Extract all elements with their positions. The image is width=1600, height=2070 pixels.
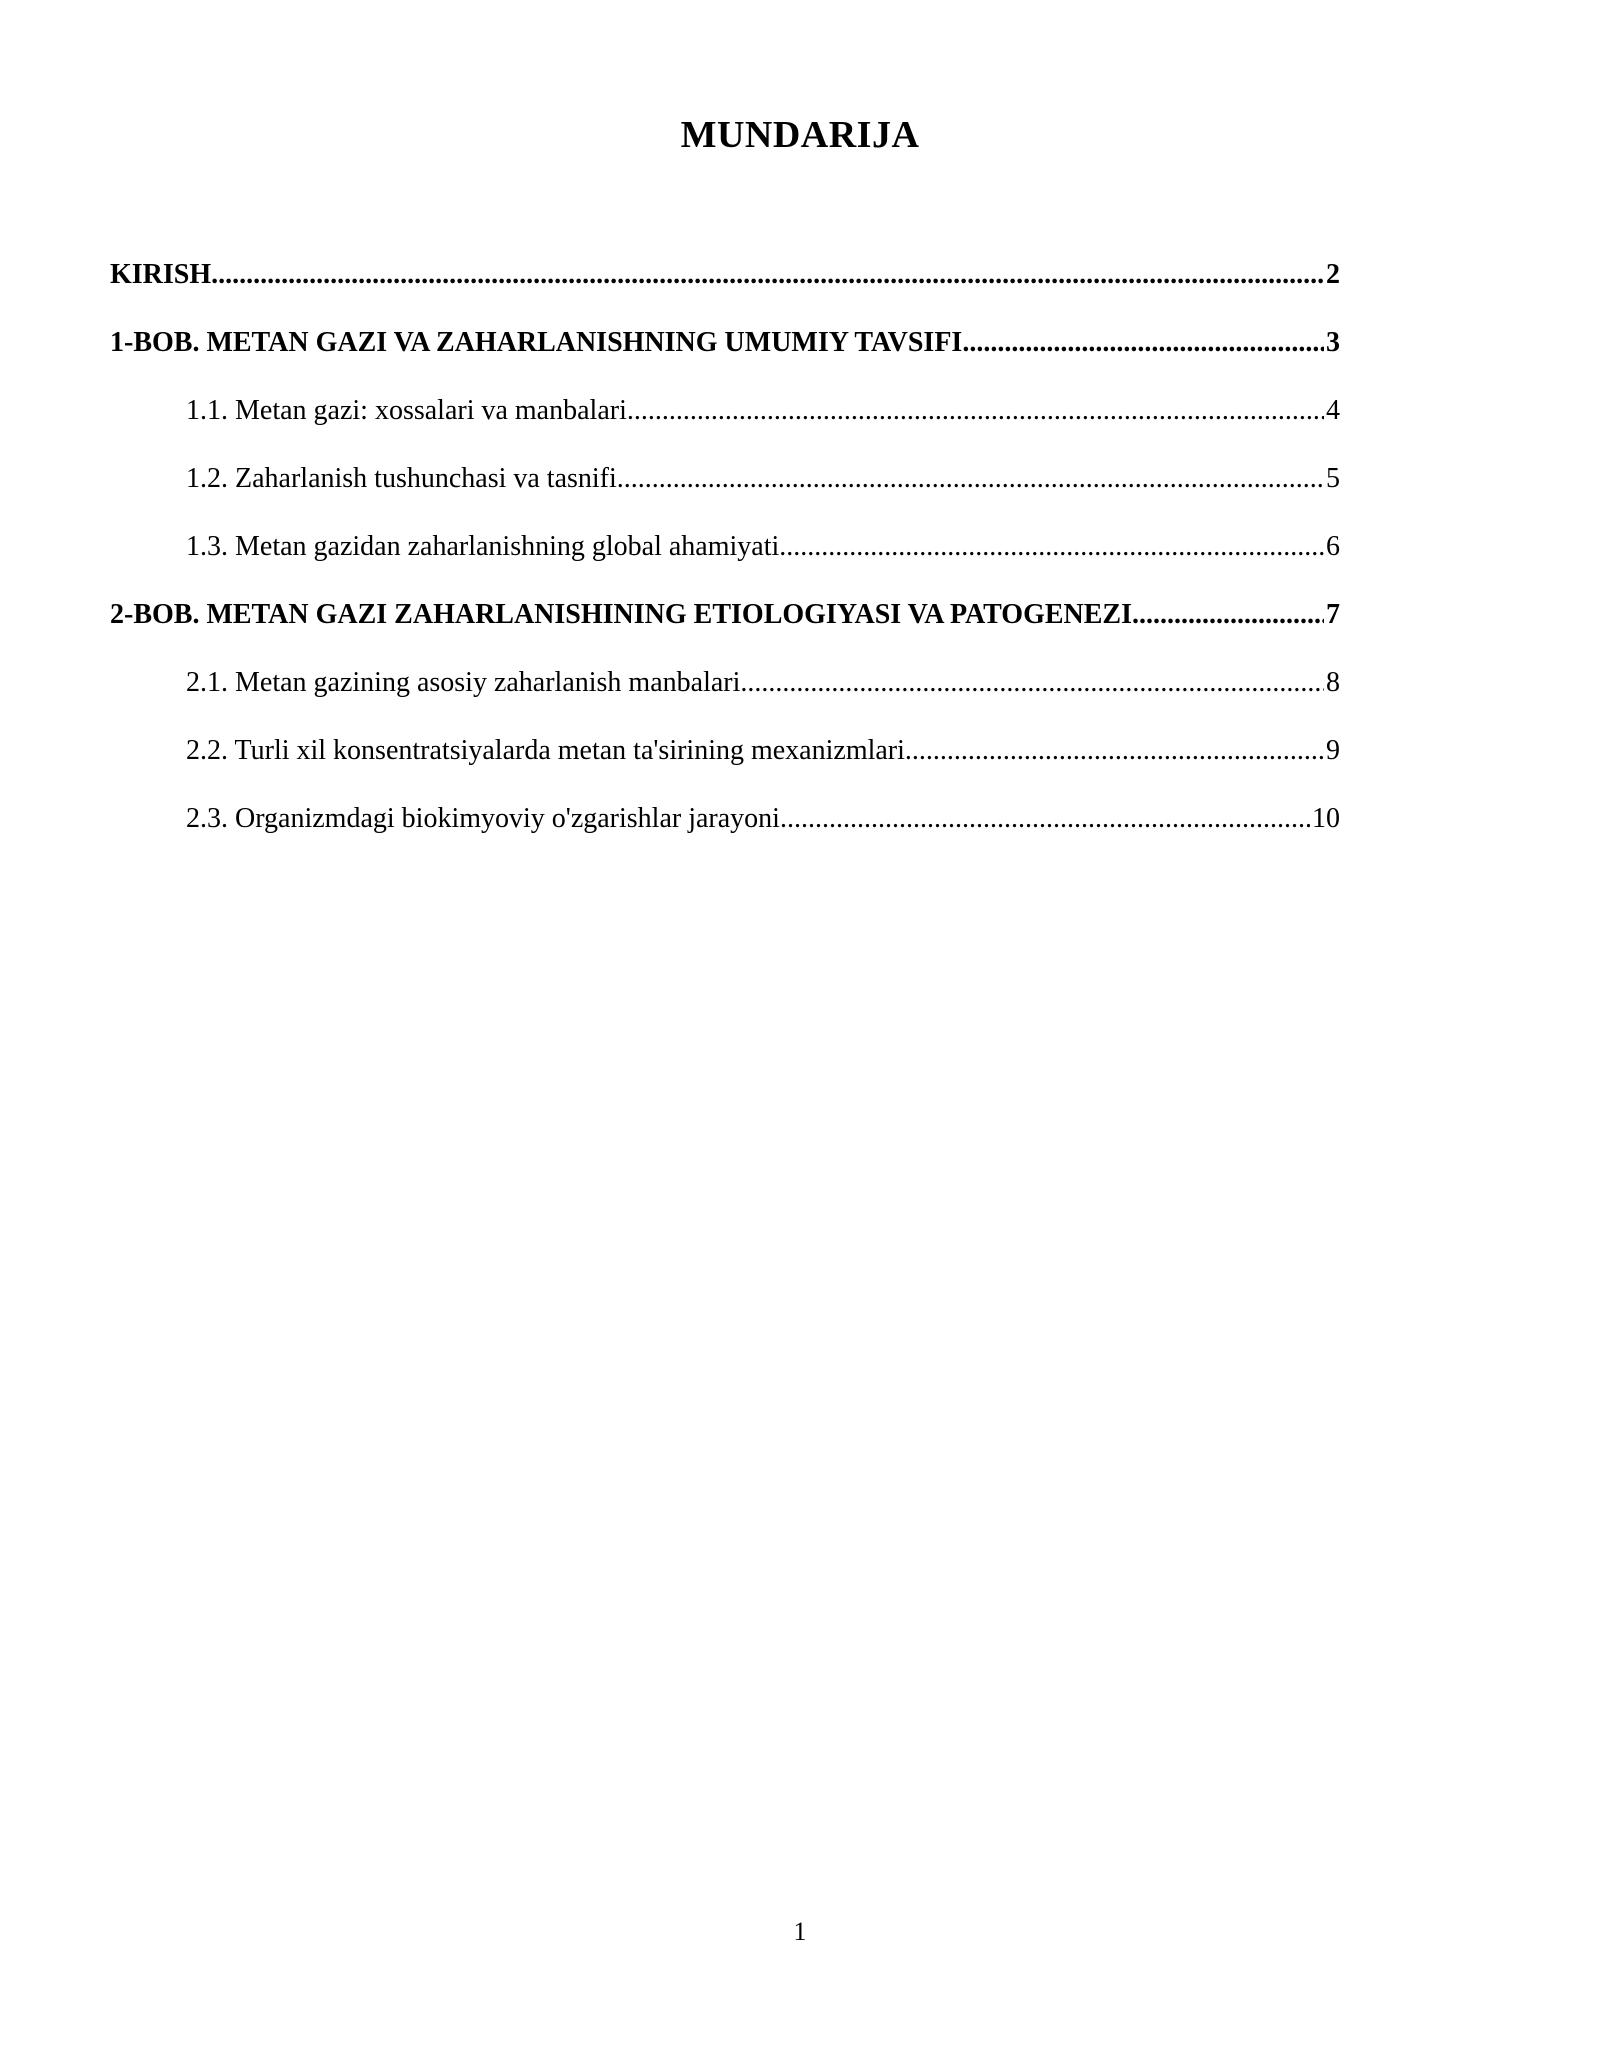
toc-entry-section-2-2[interactable] [110,726,1340,794]
toc-entry-section-1-3[interactable] [110,522,1340,590]
toc-entry-page: 5 [1326,463,1340,494]
page-title: MUNDARIJA [680,114,920,156]
toc-entry-page: 6 [1326,531,1340,562]
toc-entry-page: 10 [1312,803,1340,834]
toc-entry-text: 2.3. Organizmdagi biokimyoviy o'zgarishlar jarayoni [186,803,780,834]
toc-entry-section-2-3[interactable] [110,794,1340,862]
toc-entry-section-2-1[interactable] [110,658,1340,726]
toc-entry-section-1-1[interactable] [110,386,1340,454]
toc-entry-page: 4 [1326,395,1340,426]
toc-entry-text: 1-BOB. METAN GAZI VA ZAHARLANISHNING UMUMIY TAVSIFI [110,327,963,358]
toc-dot-leader [905,726,1324,776]
toc-dot-leader [740,658,1324,708]
toc-dot-leader [211,250,1324,300]
toc-entry-page: 8 [1326,667,1340,698]
toc-entry-text: 1.2. Zaharlanish tushunchasi va tasnifi [186,463,617,494]
toc-entry-page: 2 [1326,259,1340,290]
toc-entry-text: 2-BOB. METAN GAZI ZAHARLANISHINING ETIOLOGIYASI VA PATOGENEZI [110,599,1132,630]
toc-entry-text: 2.2. Turli xil konsentratsiyalarda metan ta'sirining mexanizmlari [186,735,905,766]
toc-entry-section-1-2[interactable] [110,454,1340,522]
toc-dot-leader [1132,590,1324,640]
toc-entry-text: KIRISH [110,259,212,290]
toc-dot-leader [779,522,1324,572]
toc-entry-text: 1.1. Metan gazi: xossalari va manbalari [186,395,627,426]
toc-entry-page: 3 [1326,327,1340,358]
toc-dot-leader [617,454,1324,504]
toc-dot-leader [962,318,1324,368]
toc-entry-page: 9 [1326,735,1340,766]
table-of-contents [110,250,1340,862]
toc-entry-page: 7 [1326,599,1340,630]
toc-dot-leader [780,794,1310,844]
toc-entry-text: 2.1. Metan gazining asosiy zaharlanish manbalari [186,667,741,698]
toc-dot-leader [627,386,1324,436]
page-number: 1 [793,1917,807,1946]
toc-entry-chapter-1[interactable] [110,318,1340,386]
toc-entry-text: 1.3. Metan gazidan zaharlanishning global ahamiyati [186,531,780,562]
toc-entry-kirish[interactable] [110,250,1340,318]
toc-entry-chapter-2[interactable] [110,590,1340,658]
